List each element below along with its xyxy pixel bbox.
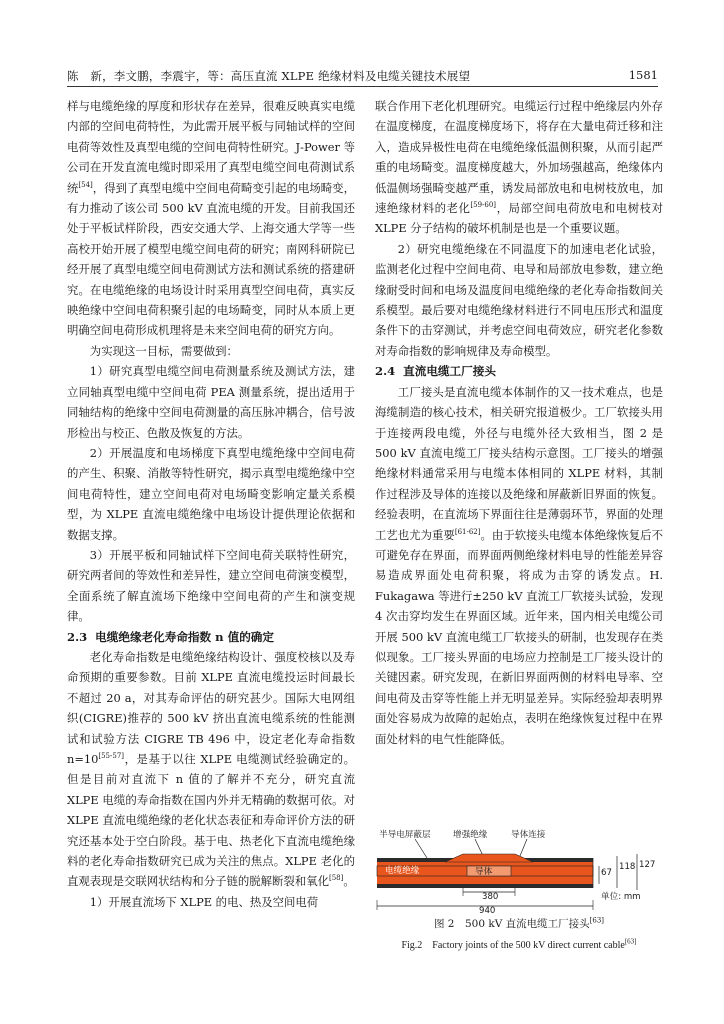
- unit-label: 单位: mm: [601, 892, 641, 902]
- label-reinforced-insulation: 增强绝缘: [453, 830, 488, 840]
- dimension-380: 380: [482, 892, 499, 902]
- label-cable-insulation: 电缆绝缘: [385, 866, 420, 876]
- section-heading-2-3: 2.3 电缆绝缘老化寿命指数 n 值的确定: [67, 629, 274, 644]
- left-column: [67, 96, 355, 912]
- outer-shield-bottom: [377, 884, 593, 888]
- paragraph: 联合作用下老化机理研究。电缆运行过程中绝缘层内外存在温度梯度，在温度梯度场下，将存在大量电荷迁移和注入，造成异极性电荷在电缆绝缘低温侧积聚，从而引起严重的电场畸变。温度梯度越大，外加场强越高，绝缘体内低温侧场强畸变越严重，诱发局部放电和电树枝放电，加速绝缘材料的老化[59-60]，局部空间电荷放电和电树枝对 XLPE 分子结构的破坏机制是也是一个重要议题。: [375, 99, 663, 236]
- section-heading-2-4: 2.4 直流电缆工厂接头: [375, 364, 496, 379]
- paragraph: 工厂接头是直流电缆本体制作的又一技术难点，也是海缆制造的核心技术，相关研究报道极少。工厂软接头用于连接两段电缆，外径与电缆外径大致相当，图 2 是 500 kV 直流电缆工厂接头结构示意图。工厂接头的增强绝缘材料通常采用与电缆本体相同的 XLPE 材料，其制作过程涉及导体的连接以及绝缘和屏蔽新旧界面的恢复。经验表明，在直流场下界面往往是薄弱环节，界面的处理工艺也尤为重要[61-62]。由于软接头电缆本体绝缘恢复后不可避免存在界面，而界面两侧绝缘材料电导的性能差异容易造成界面处电荷积聚，将成为击穿的诱发点。H. Fukagawa 等进行±250 kV 直流工厂软接头试验，发现 4 次击穿均发生在界面区域。近年来，国内相关电缆公司开展 500 kV 直流电缆工厂软接头的研制，也发现存在类似现象。工厂接头界面的电场应力控制是工厂接头设计的关键因素。研究发现，在新旧界面两侧的材料电导率、空间电荷及击穿等性能上并无明显差异。实际经验却表明界面处容易成为故障的起始点，表明在绝缘恢复过程中在界面处材料的电气性能降低。: [375, 384, 663, 746]
- paragraph: 样与电缆绝缘的厚度和形状存在差异，很难反映真实电缆内部的空间电荷特性，为此需开展平板与同轴试样的空间电荷等效性及真型电缆的空间电荷特性研究。J-Power 等公司在开发直流电缆时即采用了真型电缆空间电荷测试系统[54]，得到了真型电缆中空间电荷畸变引起的电场畸变，有力推动了该公司 500 kV 直流电缆的开发。目前我国还处于平板试样阶段，西安交通大学、上海交通大学等一些高校开始开展了模型电缆空间电荷的研究；南网科研院已经开展了真型电缆空间电荷测试方法和测试系统的搭建研究。在电缆绝缘的电场设计时采用真型空间电荷，真实反映绝缘中空间电荷积聚引起的电场畸变，同时从本质上更明确空间电荷形成机理将是未来空间电荷的研究方向。: [67, 99, 355, 338]
- dimension-940: 940: [479, 906, 496, 916]
- label-conductor-connection: 导体连接: [511, 830, 546, 840]
- dimension-127: 127: [639, 860, 656, 870]
- dimension-118: 118: [619, 862, 636, 872]
- paragraph: 为实现这一目标，需要做到：: [89, 343, 238, 358]
- right-column: [375, 96, 663, 749]
- paragraph: 3）开展平板和同轴试样下空间电荷关联特性研究，研究两者间的等效性和差异性，建立空间电荷演变模型，全面系统了解直流场下绝缘中空间电荷的产生和演变规律。: [67, 547, 355, 624]
- figure-caption-en: Fig.2 Factory joints of the 500 kV direct current cable[63]: [401, 937, 637, 951]
- paragraph: 2）研究电缆绝缘在不同温度下的加速电老化试验，监测老化过程中空间电荷、电导和局部放电参数，建立绝缘耐受时间和电场及温度间电缆绝缘的老化寿命指数间关系模型。最后要对电缆绝缘材料进行不同电压形式和温度条件下的击穿测试，并考虑空间电荷效应，研究老化参数对寿命指数的影响规律及寿命模型。: [375, 241, 663, 358]
- paragraph: 老化寿命指数是电缆绝缘结构设计、强度校核以及寿命预期的重要参数。目前 XLPE 直流电缆投运时间最长不超过 20 a，对其寿命评估的研究甚少。国际大电网组织(CIGRE)推荐的 500 kV 挤出直流电缆系统的性能测试和试验方法 CIGRE TB 496 中，设定老化寿命指数 n=10[55-57]，是基于以往 XLPE 电缆测试经验确定的。但是目前对直流下 n 值的了解并不充分，研究直流 XLPE 电缆的寿命指数在国内外并无精确的数据可依。对 XLPE 直流电缆绝缘的老化状态表征和寿命评价方法的研究还基本处于空白阶段。基于电、热老化下直流电缆绝缘料的老化寿命指数研究已成为关注的焦点。XLPE 老化的直观表现是交联网状结构和分子链的脱解断裂和氧化[58]。: [67, 649, 355, 889]
- reinforced-insulation: [445, 854, 533, 862]
- page-header: [67, 66, 658, 87]
- page-number: 1581: [628, 68, 658, 82]
- label-semicon-shield: 半导电屏蔽层: [379, 830, 431, 840]
- paragraph: 1）研究真型电缆空间电荷测量系统及测试方法，建立同轴真型电缆中空间电荷 PEA 测量系统，提出适用于同轴结构的绝缘中空间电荷测量的高压脉冲耦合，信号波形检出与校正、色散及恢复的方法。: [67, 364, 355, 440]
- running-title: 陈 新，李文鹏，李震宇，等：高压直流 XLPE 绝缘材料及电缆关键技术展望: [67, 69, 471, 83]
- paragraph: 2）开展温度和电场梯度下真型电缆绝缘中空间电荷的产生、积聚、消散等特性研究，揭示真型电缆绝缘中空间电荷特性，建立空间电荷对电场畸变影响定量关系模型，为 XLPE 直流电缆绝缘中电场设计提供理论依据和数据支撑。: [67, 445, 355, 542]
- paragraph: 1）开展直流场下 XLPE 的电、热及空间电荷: [89, 894, 319, 909]
- figure-caption-cn: 图 2 500 kV 直流电缆工厂接头[63]: [433, 916, 605, 930]
- dimension-67: 67: [601, 868, 612, 878]
- label-conductor: 导体: [475, 867, 493, 877]
- leader-line: [415, 839, 427, 858]
